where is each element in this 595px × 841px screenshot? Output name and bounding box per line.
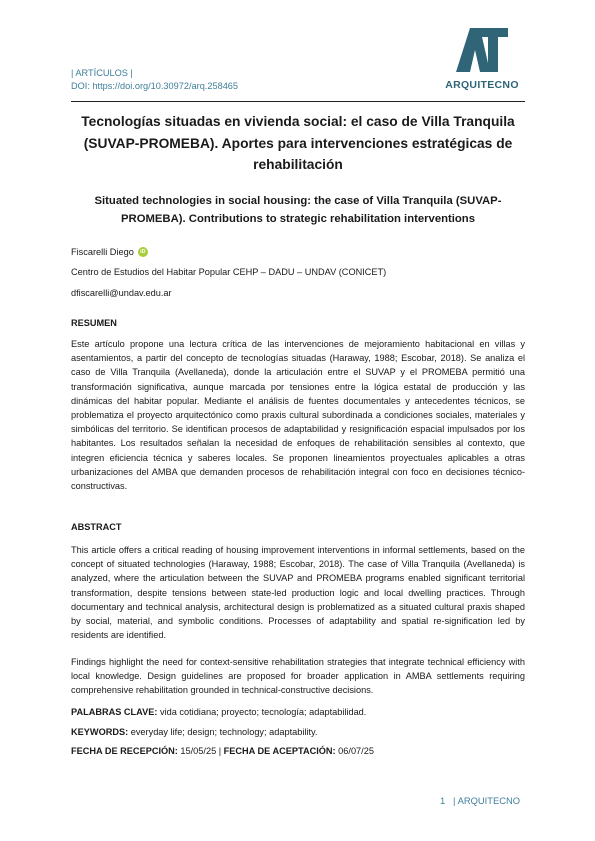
- keywords-en: [71, 726, 317, 738]
- accepted-label: FECHA DE ACEPTACIÓN:: [223, 746, 336, 756]
- logo-mark-icon: [456, 24, 508, 76]
- resumen-heading: RESUMEN: [71, 318, 117, 328]
- keywords-es-value: vida cotidiana; proyecto; tecnología; adaptabilidad.: [157, 707, 367, 717]
- submission-dates: [71, 745, 374, 757]
- footer-journal: | ARQUITECNO: [453, 795, 521, 806]
- header-divider: [71, 101, 525, 102]
- received-label: FECHA DE RECEPCIÓN:: [71, 746, 178, 756]
- orcid-icon[interactable]: iD: [138, 247, 148, 257]
- doi-link[interactable]: DOI: https://doi.org/10.30972/arq.258465: [71, 81, 239, 91]
- keywords-es: [71, 706, 366, 718]
- journal-logo: [438, 24, 528, 94]
- page-footer: [440, 795, 520, 806]
- author-name: Fiscarelli Diego: [71, 247, 134, 257]
- keywords-en-label: KEYWORDS:: [71, 727, 129, 737]
- article-subtitle: Situated technologies in social housing: the case of Villa Tranquila (SUVAP-PROMEBA). Contributions to strategic rehabilitation interventions: [94, 195, 502, 225]
- author-line: [71, 246, 148, 258]
- article-meta: [71, 67, 238, 93]
- author-affiliation: Centro de Estudios del Habitar Popular CEHP – DADU – UNDAV (CONICET): [71, 267, 387, 277]
- resumen-text: Este artículo propone una lectura crítica de las intervenciones de mejoramiento habitacional en villas y asentamientos, a partir del concepto de tecnologías situadas (Haraway, 1988; Escobar, 2018). Se analiza el caso de Villa Tranquila (Avellaneda), donde la articulación entre el SUVAP y el PROMEBA permitió una transformación significativa, aunque marcada por tensiones entre la lógica estatal de producción y las dinámicas del habitar popular. Mediante el análisis de fuentes documentales y antecedentes técnicos, se problematiza el proyecto arquitectónico como praxis cultural subordinada a condiciones sociales, materiales y simbólicas del territorio. Se identifican procesos de adaptabilidad y resignificación espacial impulsados por los habitantes. Los resultados señalan la necesidad de enfoques de rehabilitación sensibles al contexto, que integren eficiencia técnica y saberes locales. Se proponen lineamientos proyectuales aplicables a otras urbanizaciones del AMBA que demanden procesos de rehabilitación integral con foco en decisiones técnico-constructivas.: [71, 339, 525, 492]
- article-title: Tecnologías situadas en vivienda social: el caso de Villa Tranquila (SUVAP-PROMEBA). Aportes para intervenciones estratégicas de rehabilitación: [81, 114, 515, 172]
- keywords-es-label: PALABRAS CLAVE:: [71, 707, 158, 717]
- abstract-text-continued: Findings highlight the need for context-sensitive rehabilitation strategies that integrate technical efficiency with local knowledge. Design guidelines are proposed for broader application in AMBA settlements requiring comprehensive rehabilitation grounded in technical-constructive decisions.: [71, 657, 525, 696]
- accepted-value: 06/07/25: [335, 746, 374, 756]
- section-label: | ARTÍCULOS |: [71, 68, 133, 78]
- abstract-text: This article offers a critical reading of housing improvement interventions in informal settlements, based on the concept of situated technologies (Haraway, 1988; Escobar, 2018). The case of Villa Tranquila (Avellaneda) is analyzed, where the articulation between the SUVAP and PROMEBA programs enabled significant territorial transformation, despite tensions between state-led production logic and local dwelling practices. Through documentary and technical analysis, architectural design is problematized as a situated cultural praxis shaped by social, material, and symbolic conditions. Processes of adaptability and spatial re-signification led by residents are identified.: [71, 545, 525, 641]
- author-email[interactable]: dfiscarelli@undav.edu.ar: [71, 288, 172, 298]
- keywords-en-value: everyday life; design; technology; adaptability.: [128, 727, 318, 737]
- page-number: 1: [440, 795, 446, 806]
- received-value: 15/05/25 |: [177, 746, 224, 756]
- abstract-heading: ABSTRACT: [71, 522, 122, 532]
- logo-wordmark: ARQUITECNO: [445, 79, 519, 91]
